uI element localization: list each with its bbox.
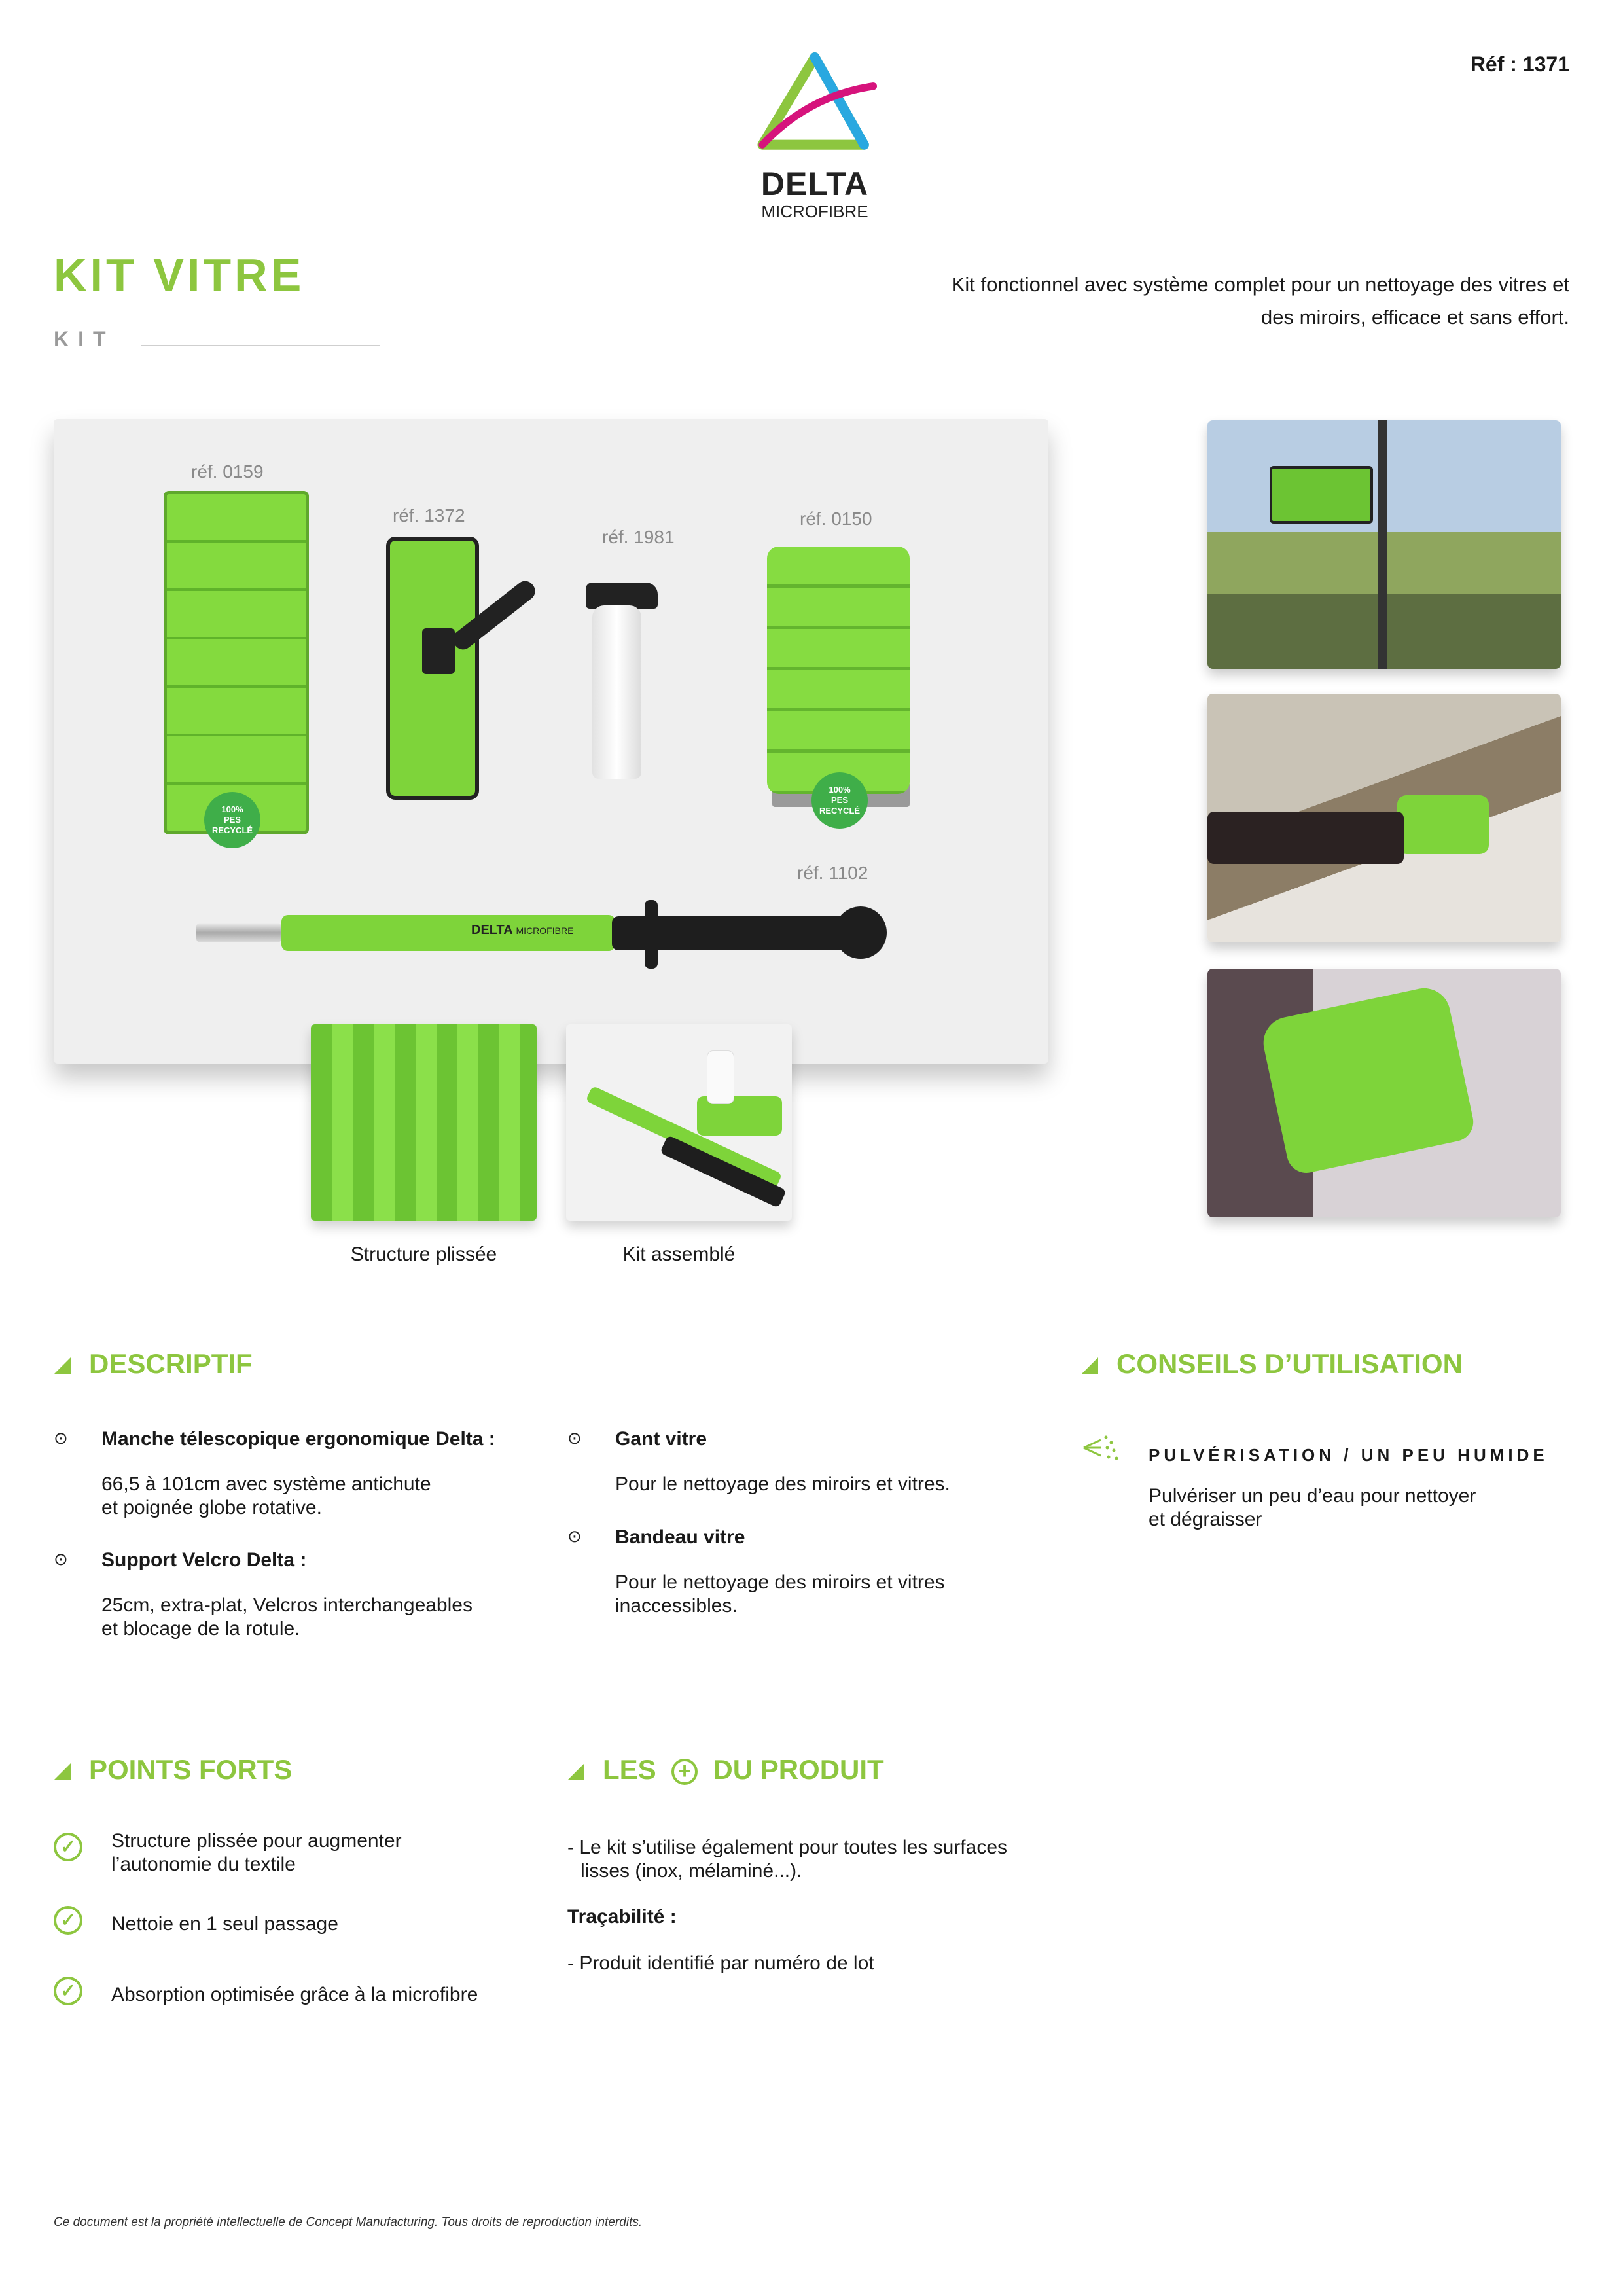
assembled-kit-photo — [566, 1024, 792, 1221]
circle-bullet-icon: ⊙ — [54, 1428, 68, 1448]
badge-text: 100% — [829, 785, 851, 795]
usage-photo-glove-window — [1207, 694, 1561, 942]
brand-name: DELTA — [760, 166, 869, 202]
page-subtitle: KIT — [54, 327, 115, 351]
plus-produit-text: - Le kit s’utilise également pour toutes les surfaces — [567, 1837, 1007, 1858]
conseils-text: Pulvériser un peu d’eau pour nettoyer — [1149, 1485, 1476, 1507]
descriptif-item-text: Pour le nettoyage des miroirs et vitres. — [615, 1473, 950, 1495]
traceability-text: - Produit identifié par numéro de lot — [567, 1952, 874, 1974]
descriptif-item-text: Pour le nettoyage des miroirs et vitres — [615, 1571, 945, 1593]
brand-sub: MICROFIBRE — [761, 202, 868, 221]
badge-sub: PES RECYCLÉ — [211, 815, 253, 835]
window-pad-long — [164, 491, 309, 834]
section-heading-conseils — [1081, 1348, 1463, 1380]
window-glove — [767, 547, 910, 794]
points-forts-item: l’autonomie du textile — [111, 1854, 296, 1875]
ref-label: réf. 0150 — [800, 509, 872, 529]
kit-bottle-shape — [707, 1050, 734, 1104]
ref-label: réf. 1981 — [602, 527, 675, 547]
descriptif-item-text: et blocage de la rotule. — [101, 1618, 300, 1640]
spray-trigger — [586, 583, 658, 609]
plus-heading-left: LES — [603, 1754, 656, 1785]
points-forts-item: Nettoie en 1 seul passage — [111, 1913, 338, 1935]
recycle-badge-icon — [812, 772, 868, 829]
conseils-text: et dégraisser — [1149, 1509, 1262, 1530]
pole-brand — [471, 923, 573, 938]
triangle-bullet-icon — [54, 1357, 71, 1374]
ref-label: réf. 1372 — [393, 505, 465, 526]
descriptif-heading: DESCRIPTIF — [89, 1348, 253, 1379]
pleated-structure-photo — [311, 1024, 537, 1221]
photo2-glove-shape — [1397, 795, 1489, 854]
photo1-frame-shape — [1378, 420, 1387, 669]
check-circle-icon: ✓ — [54, 1833, 82, 1861]
photo2-arm-shape — [1207, 812, 1404, 864]
usage-photo-glove-panel — [1207, 969, 1561, 1217]
points-forts-heading: POINTS FORTS — [89, 1754, 293, 1785]
points-forts-item: Structure plissée pour augmenter — [111, 1830, 402, 1852]
triangle-bullet-icon — [1081, 1357, 1098, 1374]
circle-bullet-icon: ⊙ — [567, 1526, 582, 1546]
descriptif-item-title: Manche télescopique ergonomique Delta : — [101, 1428, 495, 1450]
descriptif-item-title: Bandeau vitre — [615, 1526, 745, 1548]
delta-logo-icon — [753, 52, 877, 157]
triangle-bullet-icon — [54, 1763, 71, 1780]
plus-produit-text: lisses (inox, mélaminé...). — [580, 1860, 802, 1882]
holder-joint — [422, 628, 455, 674]
intro-text: Kit fonctionnel avec système complet pour un nettoyage des vitres et des miroirs, efficace et sans effort. — [951, 273, 1569, 329]
thumbnail-caption: Kit assemblé — [622, 1244, 736, 1265]
conseils-heading: CONSEILS D’UTILISATION — [1116, 1348, 1463, 1379]
recycle-badge-icon — [204, 792, 260, 848]
descriptif-item-title: Support Velcro Delta : — [101, 1549, 307, 1571]
subtitle-divider — [141, 345, 380, 346]
ref-label: réf. 0159 — [191, 461, 264, 482]
descriptif-item-title: Gant vitre — [615, 1428, 707, 1450]
usage-photo-window-pole — [1207, 420, 1561, 669]
descriptif-item-text: 25cm, extra-plat, Velcros interchangeables — [101, 1594, 473, 1616]
section-heading-descriptif — [54, 1348, 253, 1380]
spray-icon — [1081, 1432, 1122, 1463]
badge-sub: PES RECYCLÉ — [819, 795, 861, 816]
check-circle-icon: ✓ — [54, 1906, 82, 1935]
spray-bottle — [592, 605, 641, 779]
conseils-title: PULVÉRISATION / UN PEU HUMIDE — [1149, 1445, 1548, 1465]
plus-heading-right: DU PRODUIT — [713, 1754, 884, 1785]
plus-circle-icon: + — [671, 1759, 698, 1785]
section-heading-points-forts — [54, 1754, 292, 1785]
triangle-bullet-icon — [567, 1763, 584, 1780]
page-title: KIT VITRE — [54, 249, 305, 300]
traceability-title: Traçabilité : — [567, 1906, 677, 1928]
reference-number: Réf : 1371 — [1470, 52, 1569, 76]
pole-knob — [834, 906, 887, 959]
pole-tip — [196, 923, 281, 942]
descriptif-item-text: inaccessibles. — [615, 1595, 738, 1617]
circle-bullet-icon: ⊙ — [54, 1549, 68, 1569]
check-circle-icon: ✓ — [54, 1977, 82, 2005]
descriptif-item-text: et poignée globe rotative. — [101, 1497, 322, 1518]
pole-brand-name: DELTA — [471, 923, 512, 937]
thumbnail-caption: Structure plissée — [350, 1244, 497, 1265]
pole-brand-sub: MICROFIBRE — [516, 925, 574, 936]
badge-text: 100% — [221, 804, 243, 814]
points-forts-item: Absorption optimisée grâce à la microfibre — [111, 1984, 478, 2005]
pole-guard — [645, 900, 658, 969]
circle-bullet-icon: ⊙ — [567, 1428, 582, 1448]
ref-label: réf. 1102 — [797, 863, 868, 883]
section-heading-plus-produit — [567, 1754, 884, 1785]
photo1-holder-shape — [1270, 466, 1373, 524]
descriptif-item-text: 66,5 à 101cm avec système antichute — [101, 1473, 431, 1495]
photo3-glove-shape — [1258, 983, 1477, 1176]
footer-copyright: Ce document est la propriété intellectuelle de Concept Manufacturing. Tous droits de reproduction interdits. — [54, 2215, 643, 2229]
